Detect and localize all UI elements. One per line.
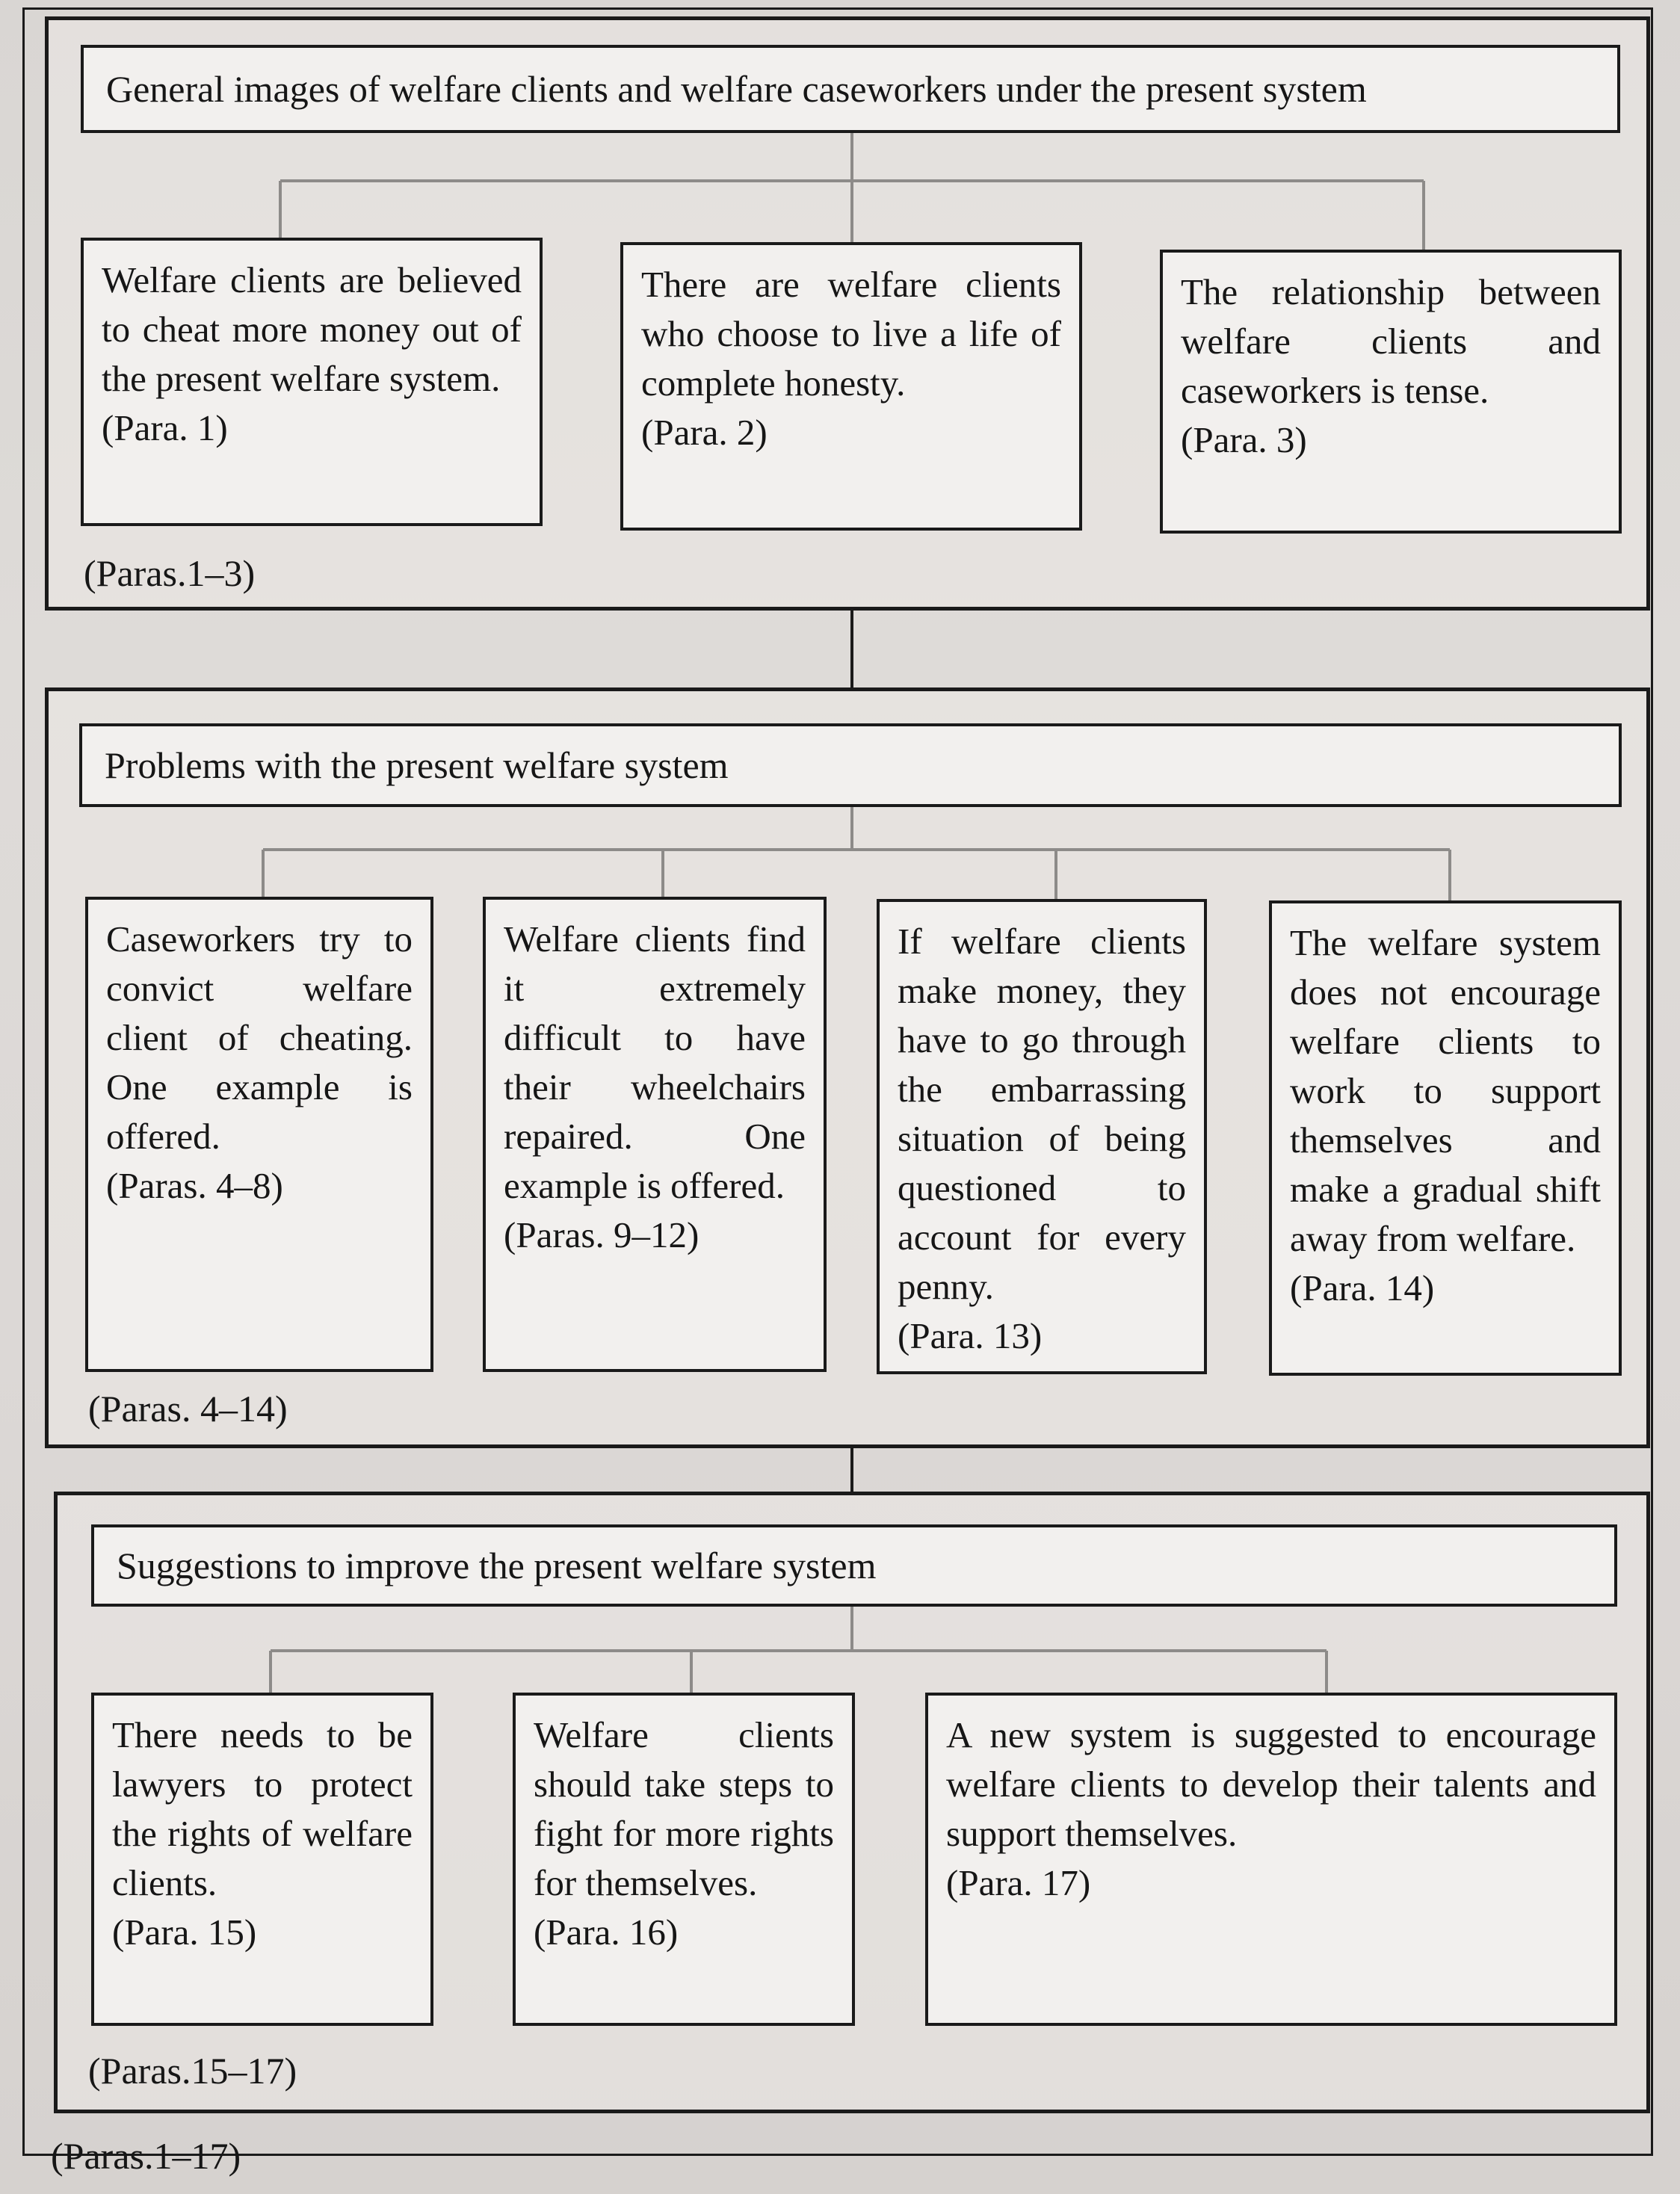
card-text: There needs to be lawyers to protect the rights of welfare clients.	[112, 1714, 413, 1903]
summary-card	[925, 1693, 1617, 2026]
card-text: Welfare clients are believed to cheat more money out of the present welfare system.	[102, 259, 522, 399]
summary-card	[513, 1693, 855, 2026]
card-text: Welfare clients should take steps to fight for more rights for themselves.	[534, 1714, 834, 1903]
card-text: The relationship between welfare clients and caseworkers is tense.	[1181, 271, 1601, 411]
card-text: A new system is suggested to encourage welfare clients to develop their talents and support themselves.	[946, 1714, 1596, 1854]
section-title: General images of welfare clients and welfare caseworkers under the present system	[81, 45, 1620, 133]
summary-card	[620, 242, 1082, 531]
summary-card	[91, 1693, 433, 2026]
paragraph-reference: (Paras. 9–12)	[504, 1214, 700, 1255]
paragraph-reference: (Para. 16)	[534, 1912, 679, 1953]
summary-card	[81, 238, 543, 526]
paragraph-reference: (Para. 15)	[112, 1912, 257, 1953]
paragraph-reference: (Para. 3)	[1181, 419, 1307, 460]
section-paragraph-range: (Paras.1–3)	[84, 552, 256, 594]
card-text: Caseworkers try to convict welfare client of cheating. One example is offered.	[106, 918, 413, 1157]
overall-paragraph-range: (Paras.1–17)	[51, 2135, 241, 2177]
section-paragraph-range: (Paras. 4–14)	[88, 1388, 288, 1430]
summary-card	[1269, 900, 1622, 1376]
card-text: Welfare clients find it extremely difficult to have their wheelchairs repaired. One example is offered.	[504, 918, 806, 1206]
card-text: The welfare system does not encourage welfare clients to work to support themselves and make a gradual shift away from welfare.	[1290, 922, 1601, 1259]
paragraph-reference: (Paras. 4–8)	[106, 1165, 283, 1206]
summary-card	[1160, 250, 1622, 534]
paragraph-reference: (Para. 14)	[1290, 1267, 1435, 1308]
summary-card	[483, 897, 827, 1372]
paragraph-reference: (Para. 2)	[641, 412, 768, 453]
paragraph-reference: (Para. 13)	[898, 1315, 1043, 1356]
card-text: If welfare clients make money, they have to go through the embarrassing situation of being questioned to account for every penny.	[898, 921, 1186, 1307]
summary-card	[877, 899, 1207, 1374]
paragraph-reference: (Para. 17)	[946, 1862, 1091, 1903]
section-paragraph-range: (Paras.15–17)	[88, 2050, 297, 2092]
summary-card	[85, 897, 433, 1372]
section-title: Suggestions to improve the present welfare system	[91, 1524, 1617, 1607]
card-text: There are welfare clients who choose to live a life of complete honesty.	[641, 264, 1061, 404]
paragraph-reference: (Para. 1)	[102, 407, 228, 448]
section-title: Problems with the present welfare system	[79, 723, 1622, 807]
